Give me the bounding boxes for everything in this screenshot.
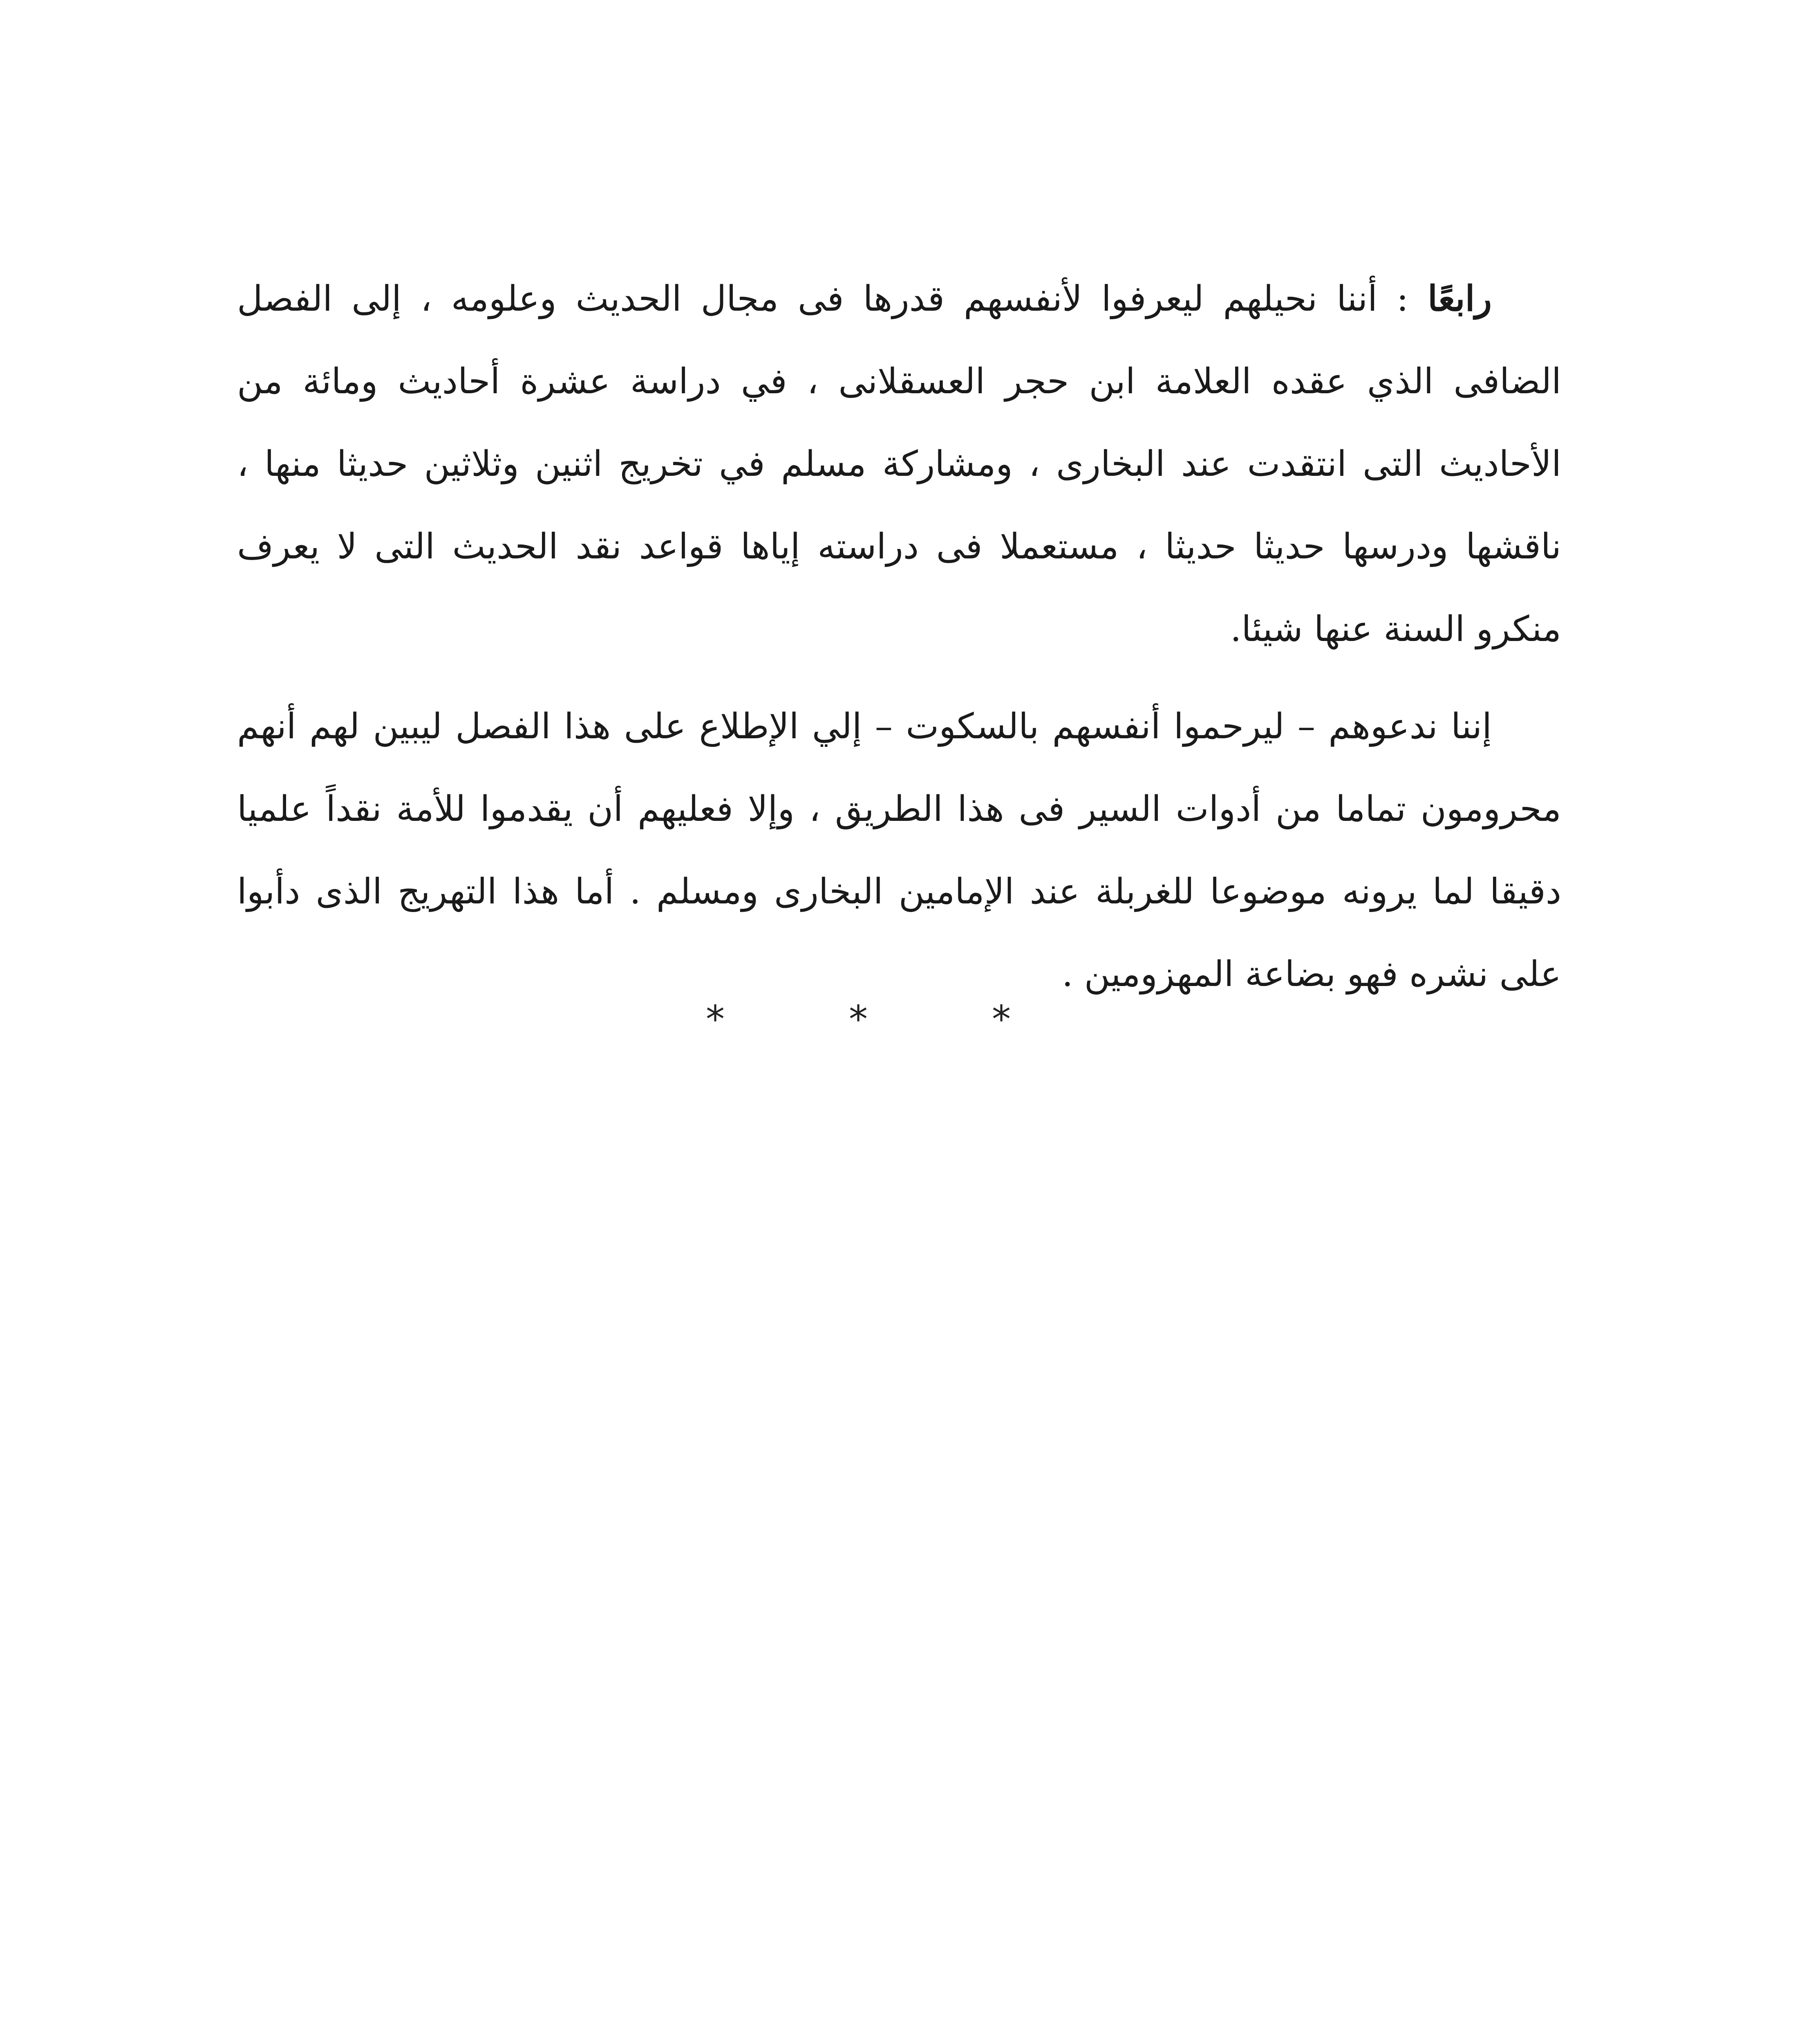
asterisk-icon: *: [992, 997, 1011, 1041]
paragraph-1-body: : أننا نحيلهم ليعرفوا لأنفسهم قدرها فى مجال الحديث وعلومه ، إلى الفصل الضافى الذي عقده العلامة ابن حجر العسقلانى ، في دراسة عشرة أحاديث ومائة من الأحاديث التى انتقدت عند البخارى ، ومشاركة مسلم في تخريج اثنين وثلاثين حديثا منها ، ناقشها ودرسها حديثا حديثا ، مستعملا فى دراسته إياها قواعد نقد الحديث التى لا يعرف منكرو السنة عنها شيئا.: [237, 278, 1561, 650]
paragraph-1-lead: رابعًا: [1427, 278, 1492, 319]
paragraph-2: [237, 685, 1561, 1015]
paragraph-2-body: إننا ندعوهم – ليرحموا أنفسهم بالسكوت – إلي الإطلاع على هذا الفصل ليبين لهم أنهم محرومون تماما من أدوات السير فى هذا الطريق ، وإلا فعليهم أن يقدموا للأمة نقداً علميا دقيقا لما يرونه موضوعا للغربلة عند الإمامين البخارى ومسلم . أما هذا التهريج الذى دأبوا على نشره فهو بضاعة المهزومين .: [237, 706, 1561, 995]
asterisk-icon: *: [849, 997, 868, 1041]
asterisk-icon: *: [706, 997, 725, 1041]
paragraph-1: [237, 258, 1561, 670]
section-separator: [695, 997, 1022, 1041]
main-text: [237, 258, 1561, 1015]
